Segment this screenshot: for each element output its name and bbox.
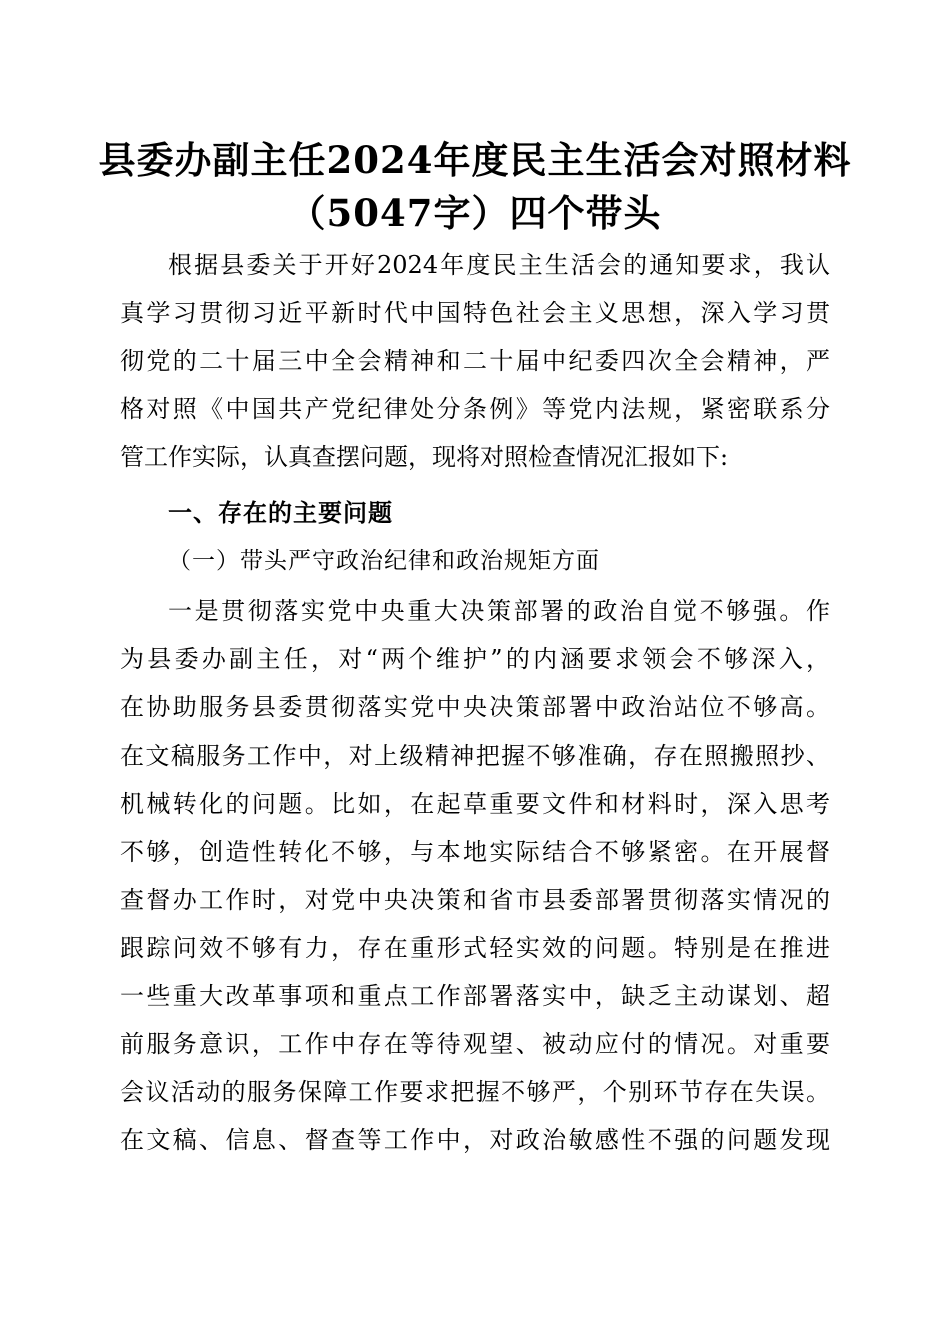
body-paragraph-line: 跟踪问效不够有力，存在重形式轻实效的问题。特别是在推进 [120,934,830,962]
intro-paragraph-line: 根据县委关于开好2024年度民主生活会的通知要求，我认 [168,251,830,279]
body-paragraph-line: 会议活动的服务保障工作要求把握不够严，个别环节存在失误。 [120,1078,830,1106]
intro-paragraph-line: 彻党的二十届三中全会精神和二十届中纪委四次全会精神，严 [120,347,830,375]
body-paragraph-line: 在文稿服务工作中，对上级精神把握不够准确，存在照搬照抄、 [120,742,830,770]
body-paragraph-line: 机械转化的问题。比如，在起草重要文件和材料时，深入思考 [120,790,830,818]
body-paragraph-line: 不够，创造性转化不够，与本地实际结合不够紧密。在开展督 [120,838,830,866]
body-paragraph-line: 前服务意识，工作中存在等待观望、被动应付的情况。对重要 [120,1030,830,1058]
intro-paragraph-line: 格对照《中国共产党纪律处分条例》等党内法规，紧密联系分 [120,395,830,423]
intro-paragraph-line: 真学习贯彻习近平新时代中国特色社会主义思想，深入学习贯 [120,299,830,327]
document-title-line-2: （5047字）四个带头 [288,191,662,235]
body-paragraph-line: 一是贯彻落实党中央重大决策部署的政治自觉不够强。作 [168,597,830,625]
body-paragraph-line: 查督办工作时，对党中央决策和省市县委部署贯彻落实情况的 [120,886,830,914]
body-paragraph-line: 一些重大改革事项和重点工作部署落实中，缺乏主动谋划、超 [120,982,830,1010]
section-heading: 一、存在的主要问题 [168,499,393,527]
document-title-line-1: 县委办副主任2024年度民主生活会对照材料 [98,138,852,182]
body-paragraph-line: 在协助服务县委贯彻落实党中央决策部署中政治站位不够高。 [120,693,830,721]
body-paragraph-line: 为县委办副主任，对“两个维护”的内涵要求领会不够深入， [120,645,830,673]
subsection-heading: （一）带头严守政治纪律和政治规矩方面 [168,548,600,574]
intro-paragraph-line: 管工作实际，认真查摆问题，现将对照检查情况汇报如下: [120,443,729,471]
body-paragraph-line: 在文稿、信息、督查等工作中，对政治敏感性不强的问题发现 [120,1126,830,1154]
